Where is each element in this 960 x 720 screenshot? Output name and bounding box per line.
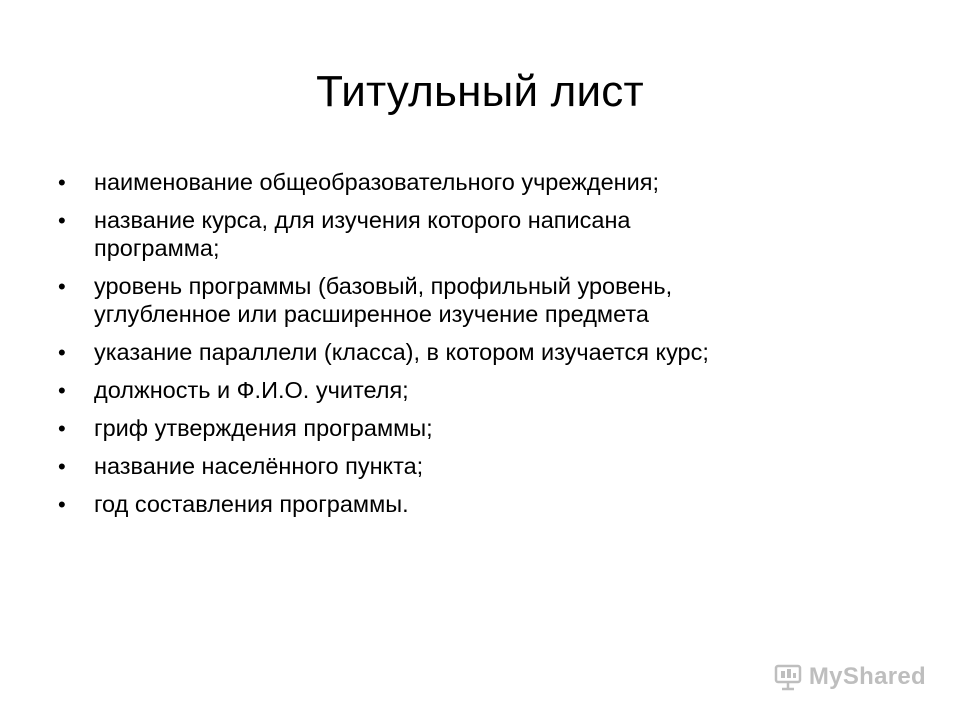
bullet-icon: •: [58, 208, 66, 233]
list-item-text: год составления программы.: [94, 491, 409, 517]
list-item-text: название курса, для изучения которого написана программа;: [94, 207, 631, 261]
watermark-text: MyShared: [808, 663, 926, 690]
bullet-icon: •: [58, 454, 66, 479]
list-item-text: указание параллели (класса), в котором изучается курс;: [94, 339, 709, 365]
bullet-icon: •: [58, 492, 66, 517]
list-item-text: название населённого пункта;: [94, 453, 424, 479]
list-item: [58, 452, 918, 480]
slide-title: Титульный лист: [316, 67, 644, 116]
list-item-text: должность и Ф.И.О. учителя;: [94, 377, 409, 403]
list-item: [58, 272, 918, 328]
list-item: [58, 376, 918, 404]
list-item-text: уровень программы (базовый, профильный уровень, углубленное или расширенное изучение предмета: [94, 273, 673, 327]
list-item: [58, 414, 918, 442]
bullet-icon: •: [58, 274, 66, 299]
presentation-board-icon: [773, 662, 803, 692]
list-item: [58, 490, 918, 518]
myshared-watermark: [773, 660, 926, 694]
list-item: [58, 338, 918, 366]
bullet-icon: •: [58, 340, 66, 365]
bullet-icon: •: [58, 170, 66, 195]
list-item: [58, 206, 918, 262]
list-item-text: гриф утверждения программы;: [94, 415, 433, 441]
list-item: [58, 168, 918, 196]
bullet-icon: •: [58, 378, 66, 403]
list-item-text: наименование общеобразовательного учреждения;: [94, 169, 660, 195]
bullet-list: [58, 168, 918, 528]
bullet-icon: •: [58, 416, 66, 441]
